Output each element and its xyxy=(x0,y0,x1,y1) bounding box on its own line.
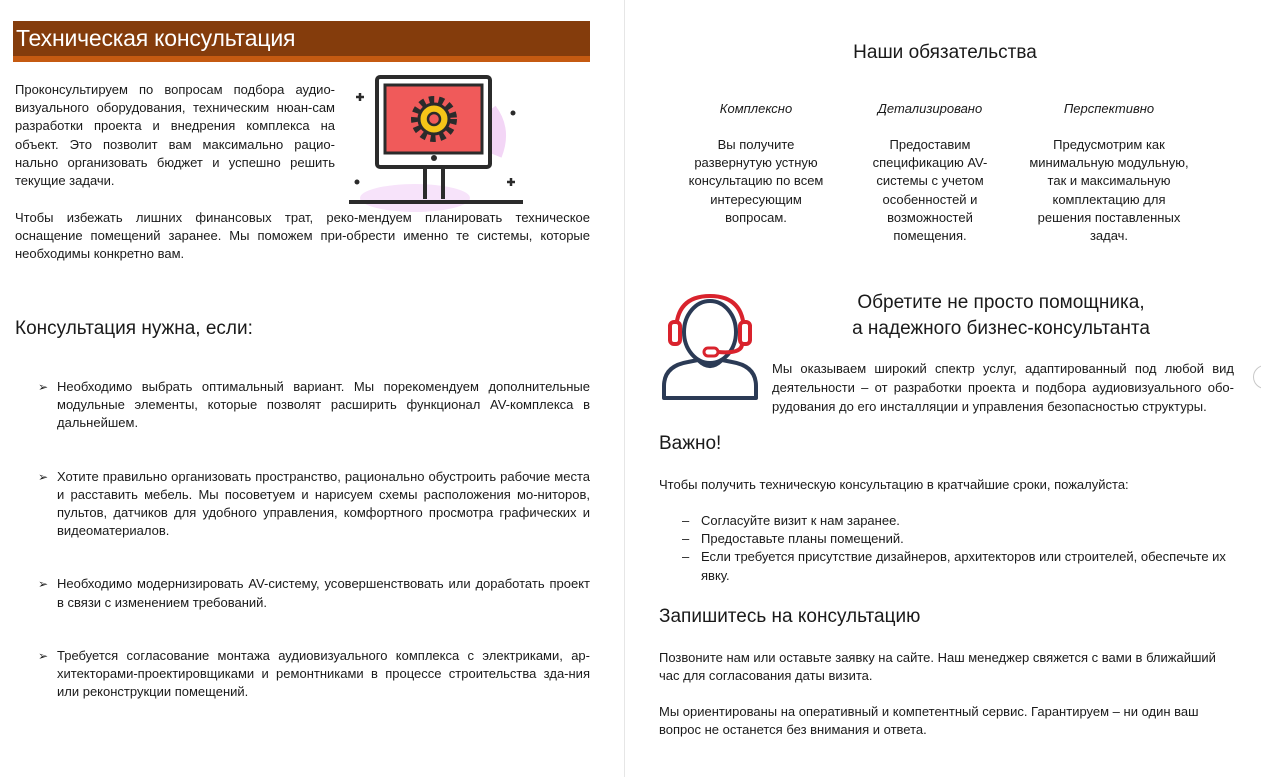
important-heading: Важно! xyxy=(659,433,722,454)
commitment-title: Перспективно xyxy=(1063,101,1155,116)
list-item: ➢ Требуется согласование монтажа аудиовизуального комплекса с электриками, ар-хитекторами-проектировщиками и ремонтниками в процессе строительства зда-ния или реконструкции помещений. xyxy=(38,647,590,700)
monitor-gear-icon xyxy=(345,70,530,215)
dash-bullet-icon: – xyxy=(682,513,690,528)
title-banner xyxy=(13,21,590,62)
page-divider xyxy=(624,0,625,777)
list-item: ➢ Хотите правильно организовать пространство, рационально обустроить рабочие места и расставить мебель. Мы посоветуем и нарисуем схемы расположения мо-ниторов, пультов, датчиков для удобного управления, комфортного просмотра графических и видеоматериалов. xyxy=(38,468,590,539)
commitment-complex xyxy=(681,100,831,227)
helper-heading: Обретите не просто помощника, а надежного бизнес-консультанта xyxy=(852,292,1150,339)
consultation-reasons-list xyxy=(38,378,590,701)
list-item: – Предоставьте планы помещений. xyxy=(682,530,1234,548)
list-item: – Согласуйте визит к нам заранее. xyxy=(682,512,1234,530)
page-title: Техническая консультация xyxy=(16,25,296,51)
consultation-needed-heading: Консультация нужна, если: xyxy=(15,318,253,339)
signup-heading: Запишитесь на консультацию xyxy=(659,606,921,627)
commitment-text: Предоставим спецификацию AV-системы с учетом особенностей и возможностей помещения. xyxy=(872,137,988,244)
commitments-heading: Наши обязательства xyxy=(853,42,1037,63)
commitment-perspective xyxy=(1024,100,1194,245)
dash-bullet-icon: – xyxy=(682,549,690,565)
signup-paragraph-2: Мы ориентированы на оперативный и компетентный сервис. Гарантируем – ни один ваш вопрос не останется без внимания и ответа. xyxy=(659,704,1199,738)
commitment-title: Комплексно xyxy=(719,101,793,116)
important-paragraph: Чтобы получить техническую консультацию в кратчайшие сроки, пожалуйста: xyxy=(659,477,1129,492)
intro-paragraph-1: Проконсультируем по вопросам подбора аудио-визуального оборудования, техническим нюан-сам разработки проекта и внедрения комплекса на объект. Это позволит вам максимально рацио-нально организовать бюджет и успешно решить текущие задачи. xyxy=(15,82,335,189)
commitment-text: Предусмотрим как минимальную модульную, так и максимальную комплектацию для решения поставленных задач. xyxy=(1029,137,1189,244)
arrow-bullet-icon: ➢ xyxy=(38,469,49,484)
arrow-bullet-icon: ➢ xyxy=(38,577,49,592)
commitment-title: Детализировано xyxy=(877,101,983,116)
commitment-text: Вы получите развернутую устную консультацию по всем интересующим вопросам. xyxy=(688,137,824,225)
arrow-bullet-icon: ➢ xyxy=(38,380,49,394)
intro-paragraph-2: Чтобы избежать лишних финансовых трат, реко-мендуем планировать техническое оснащение помещений заранее. Мы поможем при-обрести именно те системы, которые необходимы конкретно вам. xyxy=(15,210,590,262)
dash-bullet-icon: – xyxy=(682,531,690,547)
helper-paragraph: Мы оказываем широкий спектр услуг, адаптированный под любой вид деятельности – от разработки проекта и подбора аудиовизуального обо-рудования до его инсталляции и управления безопасностью структуры. xyxy=(772,361,1234,414)
left-page xyxy=(0,0,624,777)
headset-support-icon xyxy=(658,290,762,404)
arrow-bullet-icon: ➢ xyxy=(38,648,49,663)
signup-paragraph-1: Позвоните нам или оставьте заявку на сайте. Наш менеджер свяжется с вами в ближайший час для согласования даты визита. xyxy=(659,650,1216,684)
commitment-detailed xyxy=(855,100,1005,245)
list-item: ➢ Необходимо выбрать оптимальный вариант. Мы порекомендуем дополнительные модульные элементы, которые позволят расширить функционал AV-комплекса в дальнейшем. xyxy=(38,379,590,431)
important-list xyxy=(682,512,1234,585)
list-item: ➢ Необходимо модернизировать AV-систему, усовершенствовать или доработать проект в связи с изменением требований. xyxy=(38,576,590,610)
list-item: – Если требуется присутствие дизайнеров, архитекторов или строителей, обеспечьте их явку. xyxy=(682,549,1226,583)
